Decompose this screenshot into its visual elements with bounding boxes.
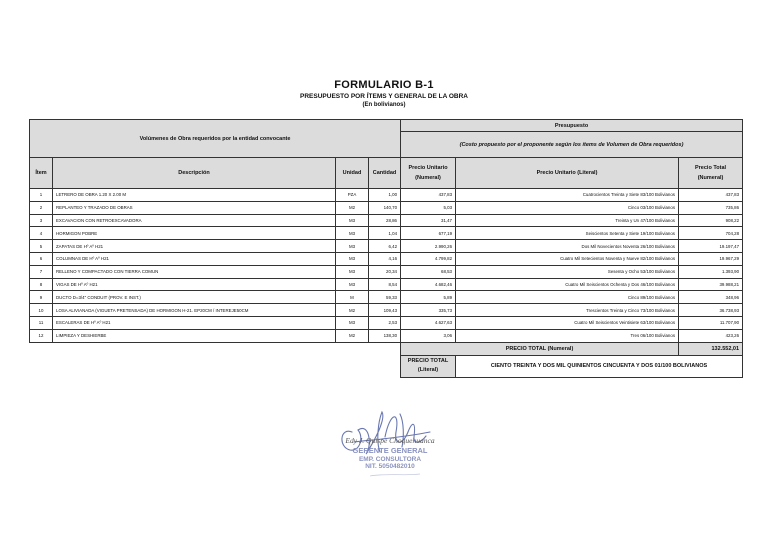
unit-cell: PZA [336,189,369,202]
description-cell: REPLANTEO Y TRAZADO DE OBRAS [53,201,336,214]
quantity-cell: 2,53 [369,316,401,329]
total-numeral-value: 132.552,01 [679,342,743,355]
unit-price-literal-cell: Cuatro Mil Seiscientos Veintisiete 63/100 Bolivianos [456,316,679,329]
description-cell: HORMIGON POBRE [53,227,336,240]
unit-cell: M3 [336,227,369,240]
total-literal-label-line2: (Literal) [417,367,439,374]
unit-price-literal-cell: Trescientos Treinta y Cinco 73/100 Bolivianos [456,304,679,317]
unit-price-cell: 677,19 [401,227,456,240]
unit-price-cell: 68,53 [401,265,456,278]
col-header-unit-price-literal: Precio Unitario (Literal) [456,158,679,189]
unit-cell: M3 [336,316,369,329]
col-header-quantity: Cantidad [369,158,401,189]
total-price-cell: 437,83 [679,189,743,202]
form-title: FORMULARIO B-1 [334,79,434,91]
unit-price-cell: 31,47 [401,214,456,227]
unit-price-cell: 5,03 [401,201,456,214]
description-cell: ZAPATAS DE Hº Aº H21 [53,240,336,253]
left-group-header: Volúmenes de Obra requeridos por la entidad convocante [30,120,401,158]
table-row [30,316,743,329]
quantity-cell: 59,33 [369,291,401,304]
description-cell: EXCAVACION CON RETROEXCAVADORA [53,214,336,227]
item-number-cell: 3 [30,214,53,227]
quantity-cell: 140,70 [369,201,401,214]
col-header-unit-price: Precio Unitario (Numeral) [401,158,456,189]
item-number-cell: 4 [30,227,53,240]
unit-cell: M [336,291,369,304]
col-header-unit: Unidad [336,158,369,189]
item-number-cell: 5 [30,240,53,253]
table-row [30,201,743,214]
stamp-position: GERENTE GENERAL [352,446,428,455]
unit-price-cell: 2.990,26 [401,240,456,253]
total-price-cell: 19.197,47 [679,240,743,253]
unit-price-literal-cell: Dos Mil Novecientos Noventa 26/100 Bolivianos [456,240,679,253]
total-price-cell: 908,22 [679,214,743,227]
total-literal-row [30,355,743,377]
total-price-cell: 423,26 [679,329,743,342]
item-number-cell: 1 [30,189,53,202]
total-literal-value: CIENTO TREINTA Y DOS MIL QUINIENTOS CINCUENTA Y DOS 01/100 BOLIVIANOS [456,355,743,377]
table-row [30,265,743,278]
item-number-cell: 9 [30,291,53,304]
document-header [0,79,768,110]
quantity-cell: 138,30 [369,329,401,342]
budget-table [29,119,743,378]
form-subtitle: PRESUPUESTO POR ÍTEMS Y GENERAL DE LA OBRA [300,93,468,100]
quantity-cell: 28,86 [369,214,401,227]
total-literal-label-line1: PRECIO TOTAL [407,358,449,365]
quantity-cell: 1,00 [369,189,401,202]
description-cell: LIMPIEZA Y DESHIERBE [53,329,336,342]
unit-price-literal-cell: Cinco 89/100 Bolivianos [456,291,679,304]
quantity-cell: 4,16 [369,252,401,265]
description-cell: LOSA ALIVIANADA (VIGUETA PRETENSADA) DE HORMIGON H-21. EP20CM / INTEREJE50CM [53,304,336,317]
stamp-nit: NIT. 5050482010 [365,463,415,470]
description-cell: RELLENO Y COMPACTADO CON TIERRA COMUN [53,265,336,278]
stamp-company: EMP. CONSULTORA [358,456,422,463]
table-row [30,240,743,253]
table-row [30,304,743,317]
quantity-cell: 20,34 [369,265,401,278]
item-number-cell: 2 [30,201,53,214]
total-price-cell: 735,86 [679,201,743,214]
unit-price-literal-cell: Treinta y Un 47/100 Bolivianos [456,214,679,227]
table-row [30,291,743,304]
blank-cell [30,355,401,377]
unit-cell: M3 [336,265,369,278]
total-numeral-label: PRECIO TOTAL (Numeral) [401,342,679,355]
total-price-cell: 1.393,90 [679,265,743,278]
quantity-cell: 109,43 [369,304,401,317]
description-cell: LETRERO DE OBRA 1.20 X 2.00 M [53,189,336,202]
unit-price-cell: 335,73 [401,304,456,317]
right-group-header: Presupuesto [401,120,743,132]
unit-cell: M2 [336,304,369,317]
unit-price-literal-cell: Sesenta y Ocho 53/100 Bolivianos [456,265,679,278]
total-literal-label [401,355,456,377]
table-row [30,227,743,240]
unit-price-literal-cell: Seiscientos Setenta y Siete 19/100 Bolivianos [456,227,679,240]
unit-cell: M3 [336,252,369,265]
blank-cell [30,342,401,355]
signature-stamp [330,392,450,487]
total-price-cell: 11.707,90 [679,316,743,329]
total-price-cell: 36.738,93 [679,304,743,317]
unit-cell: M3 [336,278,369,291]
unit-price-cell: 4.799,82 [401,252,456,265]
table-row [30,329,743,342]
col-header-description: Descripción [53,158,336,189]
table-row [30,189,743,202]
item-number-cell: 10 [30,304,53,317]
unit-cell: M3 [336,240,369,253]
signature-name: Edy J. Quispe Choquehuanca [345,436,435,445]
item-number-cell: 8 [30,278,53,291]
table-row [30,278,743,291]
total-price-cell: 704,28 [679,227,743,240]
col-header-item: Ítem [30,158,53,189]
quantity-cell: 8,54 [369,278,401,291]
right-group-note: (Costo propuesto por el proponente según los ítems de Volumen de Obra requeridos) [401,132,743,158]
unit-price-literal-cell: Cuatro Mil Setecientos Noventa y Nueve 82/100 Bolivianos [456,252,679,265]
item-number-cell: 12 [30,329,53,342]
unit-price-cell: 5,89 [401,291,456,304]
item-number-cell: 11 [30,316,53,329]
currency-note: (En bolivianos) [362,102,406,108]
table-row [30,214,743,227]
description-cell: COLUMNAS DE Hº Aº H21 [53,252,336,265]
description-cell: VIGAS DE Hº Aº H21 [53,278,336,291]
total-price-cell: 348,96 [679,291,743,304]
col-header-total-price: Precio Total (Numeral) [679,158,743,189]
unit-price-literal-cell: Cinco 03/100 Bolivianos [456,201,679,214]
item-number-cell: 7 [30,265,53,278]
unit-price-cell: 3,06 [401,329,456,342]
quantity-cell: 1,04 [369,227,401,240]
item-number-cell: 6 [30,252,53,265]
unit-price-literal-cell: Tres 06/100 Bolivianos [456,329,679,342]
description-cell: DUCTO D=3/4" CONDUIT (PROV. E INST.) [53,291,336,304]
stamp-trace [370,474,420,476]
unit-cell: M2 [336,201,369,214]
unit-price-literal-cell: Cuatrocientos Treinta y Siete 83/100 Bolivianos [456,189,679,202]
unit-price-cell: 4.682,46 [401,278,456,291]
unit-cell: M3 [336,214,369,227]
unit-price-cell: 4.627,63 [401,316,456,329]
unit-price-cell: 437,83 [401,189,456,202]
unit-price-literal-cell: Cuatro Mil Seiscientos Ochenta y Dos 46/100 Bolivianos [456,278,679,291]
description-cell: ESCALERAS DE Hº Aº H21 [53,316,336,329]
total-price-cell: 39.988,21 [679,278,743,291]
total-price-cell: 19.967,29 [679,252,743,265]
unit-cell: M2 [336,329,369,342]
quantity-cell: 6,42 [369,240,401,253]
table-row [30,252,743,265]
total-numeral-row [30,342,743,355]
